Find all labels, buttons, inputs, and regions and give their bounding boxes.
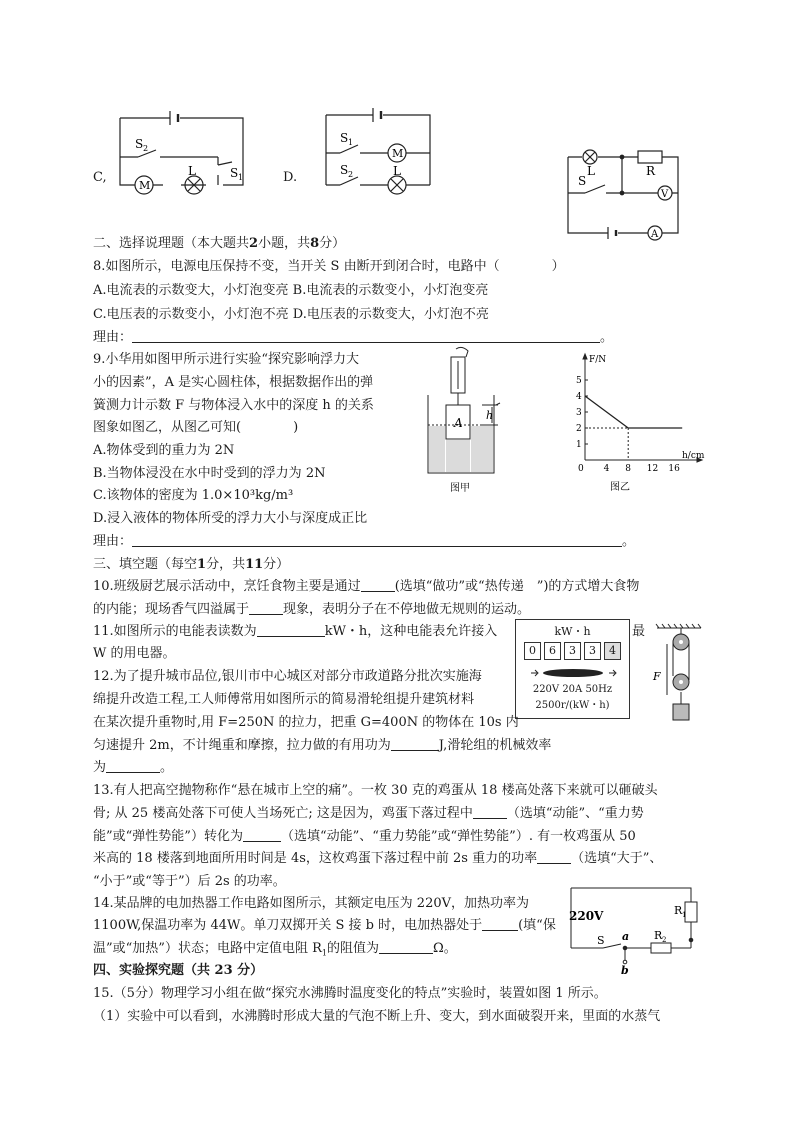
q8-lamp-label: L	[587, 164, 595, 178]
meter-spec: 220V 20A 50Hz	[532, 684, 613, 695]
meter-revolutions: 2500r/(kW・h)	[535, 700, 610, 711]
q9-reason: 理由： 。	[93, 534, 636, 549]
q13-blank-3[interactable]	[537, 849, 571, 864]
circuit-option-d	[318, 105, 438, 200]
q8-options-ab: A.电流表的示数变大，小灯泡变亮 B.电流表的示数变小，小灯泡变亮	[93, 283, 489, 298]
graph-series-line	[585, 396, 682, 428]
q8-reason: 理由： 。	[93, 330, 614, 345]
q8-r-label: R	[646, 164, 656, 178]
q14-blank-2[interactable]	[379, 939, 433, 954]
q14-r1-label: R	[674, 904, 683, 917]
q9-option-d: D.浸入液体的物体所受的浮力大小与深度成正比	[93, 511, 368, 526]
q14-line3: 温”或“加热”）状态；电路中定值电阻 $R_1$的阻值为 Ω。	[93, 941, 457, 958]
graph-ytick-label: 2	[576, 424, 582, 434]
q15-line1: 15.（5分）物理学习小组在做“探究水沸腾时温度变化的特点”实验时，装置如图 1 所示。	[93, 986, 607, 1001]
q12-line1: 12.为了提升城市品位,银川市中心城区对部分市政道路分批次实施海	[93, 669, 482, 684]
q9-line1: 9.小华用如图甲所示进行实验“探究影响浮力大	[93, 352, 360, 367]
section2-heading: 二、选择说理题（本大题共2小题，共8分）	[93, 236, 346, 251]
option-d-label: D.	[283, 170, 298, 185]
q14-line1: 14.某品牌的电加热器工作电路如图所示，其额定电压为 220V，加热功率为	[93, 896, 530, 911]
meter-digit: 3	[564, 642, 581, 660]
c-s2-sub: 2	[143, 144, 149, 153]
q13-line2: 骨; 从 25 楼高处落下可使人当场死亡; 这是因为，鸡蛋下落过程中 （选填“动能”、“重力势	[93, 806, 644, 821]
q9-option-c: C.该物体的密度为 1.0×10³kg/m³	[93, 488, 294, 503]
q8-options-cd: C.电压表的示数变小，小灯泡不亮 D.电压表的示数变大，小灯泡不亮	[93, 307, 489, 322]
graph-ytick-label: 5	[576, 376, 582, 386]
q8-reason-blank[interactable]	[132, 328, 600, 343]
d-s2-sub: 2	[348, 170, 354, 179]
q10-line2: 的内能；现场香气四溢属于 现象，表明分子在不停地做无规则的运动。	[93, 602, 531, 617]
q8-ammeter-label: A	[651, 229, 659, 240]
graph-xtick-label: 4	[603, 464, 610, 474]
q8-s-label: S	[578, 174, 587, 188]
q13-line4: 米高的 18 楼落到地面所用时间是 4s，这枚鸡蛋下落过程中前 2s 重力的功率 （选填“大于”、	[93, 851, 663, 866]
q13-blank-1[interactable]	[473, 804, 507, 819]
q8-voltmeter-label: V	[661, 189, 669, 200]
q13-line1: 13.有人把高空抛物称作“悬在城市上空的痛”。一枚 30 克的鸡蛋从 18 楼高处落下来就可以砸破头	[93, 783, 658, 798]
q13-line3: 能”或“弹性势能”）转化为 （选填“动能”、“重力势能”或“弹性势能”）. 有一枚鸡蛋从 50	[93, 829, 636, 844]
pulley-f-label: F	[653, 670, 661, 683]
graph-ytick-label: 4	[576, 392, 582, 402]
graph-ytick-label: 3	[576, 408, 582, 418]
q10-blank-1[interactable]	[361, 577, 395, 592]
q14-s-label: S	[597, 934, 605, 947]
q12-line3: 在某次提升重物时,用 F=250N 的拉力，把重 G=400N 的物体在 10s 内	[93, 715, 519, 730]
d-s1-sub: 1	[348, 138, 354, 147]
q15-line2: （1）实验中可以看到，水沸腾时形成大量的气泡不断上升、变大，到水面破裂开来，里面的水蒸气	[93, 1009, 661, 1024]
d-lamp-label: L	[393, 164, 401, 178]
q14-heater-circuit	[563, 880, 713, 975]
q9-line3: 簧测力计示数 F 与物体浸入水中的深度 h 的关系	[93, 398, 374, 413]
meter-digit: 0	[524, 642, 541, 660]
meter-digit: 3	[584, 642, 601, 660]
q12-blank-1[interactable]	[391, 736, 439, 751]
graph-ytick-label: 1	[576, 440, 582, 450]
meter-unit: kW・h	[554, 625, 591, 638]
q12-line2: 绵提升改造工程,工人师傅常用如图所示的简易滑轮组提升建筑材料	[93, 692, 475, 707]
q13-blank-2[interactable]	[243, 827, 281, 842]
q9-line4: 图象如图乙，从图乙可知( )	[93, 420, 299, 435]
q14-voltage-label: 220V	[569, 909, 604, 923]
q11-line1: 11.如图所示的电能表读数为 kW・h，这种电能表允许接入	[93, 624, 498, 639]
meter-digit: 6	[544, 642, 561, 660]
electric-meter	[515, 619, 630, 719]
q9-fig-a-label: A	[454, 416, 463, 430]
q12-line4: 匀速提升 2m，不计绳重和摩擦，拉力做的有用功为 J,滑轮组的机械效率	[93, 738, 552, 753]
q14-blank-1[interactable]	[482, 916, 518, 931]
q9-option-a: A.物体受到的重力为 2N	[93, 443, 235, 458]
option-c-label: C,	[93, 170, 107, 185]
circuit-q8	[560, 145, 690, 245]
circuit-option-c	[108, 105, 253, 200]
q11-line2: W 的用电器。	[93, 646, 176, 661]
d-s2-label: S	[340, 163, 349, 177]
q10-line1: 10.班级厨艺展示活动中，烹饪食物主要是通过 (选填“做功”或“热传递 ”)的方式增大食物	[93, 579, 640, 594]
graph-xtick-label: 16	[668, 464, 680, 474]
c-s1-sub: 1	[238, 173, 244, 182]
q14-a-label: a	[622, 930, 630, 943]
d-motor-label: M	[392, 147, 404, 160]
q9-fig-h-label: h	[486, 409, 494, 422]
meter-digit-row	[516, 642, 629, 660]
section3-heading: 三、填空题（每空1分，共11分）	[93, 557, 290, 572]
q12-line5: 为 。	[93, 760, 174, 775]
meter-disk-icon	[523, 664, 623, 682]
q14-r1-sub: 1	[682, 911, 687, 919]
q9-line2: 小的因素”，A 是实心圆柱体，根据数据作出的弹	[93, 375, 374, 390]
meter-digit: 4	[604, 642, 621, 660]
pulley-figure	[645, 620, 705, 725]
q14-r2-sub: 2	[662, 936, 667, 944]
q14-b-label: b	[621, 964, 629, 975]
q9-fig-jia-caption: 图甲	[450, 483, 470, 494]
q14-line2: 1100W,保温功率为 44W。单刀双掷开关 S 接 b 时，电加热器处于 (填“保	[93, 918, 556, 933]
q9-reason-blank[interactable]	[132, 532, 622, 547]
q8-stem: 8.如图所示，电源电压保持不变，当开关 S 由断开到闭合时，电路中（ ）	[93, 259, 565, 274]
c-s1-label: S	[230, 166, 239, 180]
graph-xtick-label: 12	[646, 464, 659, 474]
graph-xlabel: h/cm	[682, 451, 705, 461]
q11-line1-end: 最	[632, 624, 646, 639]
q12-blank-2[interactable]	[106, 758, 160, 773]
q11-blank-1[interactable]	[257, 622, 325, 637]
c-motor-label: M	[139, 179, 151, 192]
q9-figure-jia	[418, 345, 518, 495]
q14-r2-label: R	[654, 929, 663, 942]
section4-heading: 四、实验探究题（共 23 分）	[93, 963, 264, 978]
q9-graph-yi	[570, 350, 710, 495]
graph-origin: 0	[578, 464, 584, 474]
graph-xtick-label: 8	[625, 464, 631, 474]
q13-line5: “小于”或“等于”）后 2s 的功率。	[93, 874, 286, 889]
graph-ylabel: F/N	[589, 355, 607, 365]
c-s2-label: S	[135, 137, 144, 151]
q9-option-b: B.当物体浸没在水中时受到的浮力为 2N	[93, 466, 326, 481]
d-s1-label: S	[340, 131, 349, 145]
c-lamp-label: L	[188, 164, 196, 178]
q10-blank-2[interactable]	[249, 600, 283, 615]
q9-fig-yi-caption: 图乙	[610, 482, 630, 493]
